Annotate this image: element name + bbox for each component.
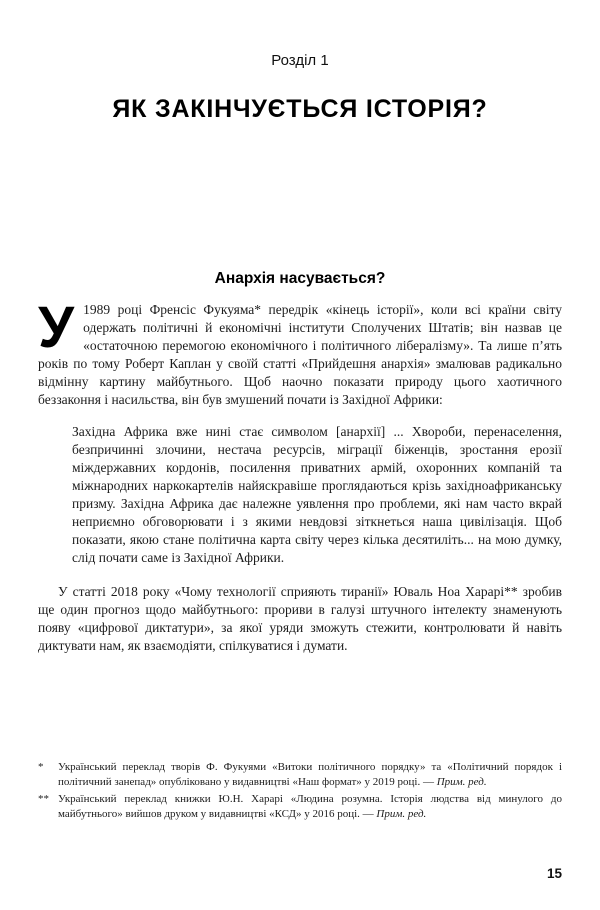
paragraph-text: 1989 році Френсіс Фукуяма* передрік «кінець історії», коли всі країни світу одержать політичні й економічні інститути Сполучених Штатів; він назвав це «остаточною перемогою економічного і політичного лібералізму». Та лише п’ять років по тому Роберт Каплан у своїй статті «Прийдешня анархія» змалював радикально відмінну картину майбутнього. Щоб наочно показати природу цього хаотичного беззаконня і насильства, він був змушений почати із Західної Африки: <box>38 302 562 407</box>
footnote-text: Український переклад творів Ф. Фукуями «Витоки політичного порядку» та «Політичний порядок і політичний занепад» опубліковано у видавництві «Наш формат» у 2019 році. — <box>58 761 562 788</box>
chapter-label: Розділ 1 <box>271 52 329 69</box>
page-title: ЯК ЗАКІНЧУЄТЬСЯ ІСТОРІЯ? <box>112 95 488 123</box>
page-number: 15 <box>546 866 562 881</box>
footnote-editor-note: Прим. ред. <box>376 807 427 820</box>
footnote-marker: ** <box>38 793 49 805</box>
drop-cap: У <box>38 295 75 360</box>
section-heading: Анархія насувається? <box>214 270 386 287</box>
footnote <box>38 792 562 821</box>
paragraph-with-dropcap <box>38 295 562 409</box>
footnote <box>38 760 562 789</box>
blockquote: Західна Африка вже нині стає символом [анархії] ... Хвороби, перенаселення, безпричинні злочини, нестача ресурсів, міграції біженців, зростання ерозії міждержавних кордонів, посилення приватних армій, охоронних компаній та міжнародних наркокартелів найяскравіше проглядаються крізь західноафриканську призму. Західна Африка дає належне уявлення про проблеми, які нам часто вкрай неприємно обговорювати і з якими невдовзі зіткнеться наша цивілізація. Щоб показати, якою стане політична карта світу через кілька десятиліть... на мою думку, слід почати саме із Західної Африки. <box>72 424 562 565</box>
footnote-body <box>58 760 562 789</box>
footnotes-section <box>38 760 562 824</box>
footnote-marker: * <box>38 761 44 773</box>
footnote-body <box>58 792 562 821</box>
paragraph: У статті 2018 року «Чому технології сприяють тиранії» Юваль Ноа Харарі** зробив ще один прогноз щодо майбутнього: прориви в галузі штучного інтелекту знаменують появу «цифрової диктатури», за якої уряди зможуть стежити, контролювати й навіть диктувати нам, як взаємодіяти, спілкуватися і думати. <box>38 584 562 653</box>
footnote-text: Український переклад книжки Ю.Н. Харарі «Людина розумна. Історія людства від минулого до майбутнього» вийшов друком у видавництві «КСД» у 2016 році. — <box>58 793 562 820</box>
footnote-editor-note: Прим. ред. <box>436 775 487 788</box>
